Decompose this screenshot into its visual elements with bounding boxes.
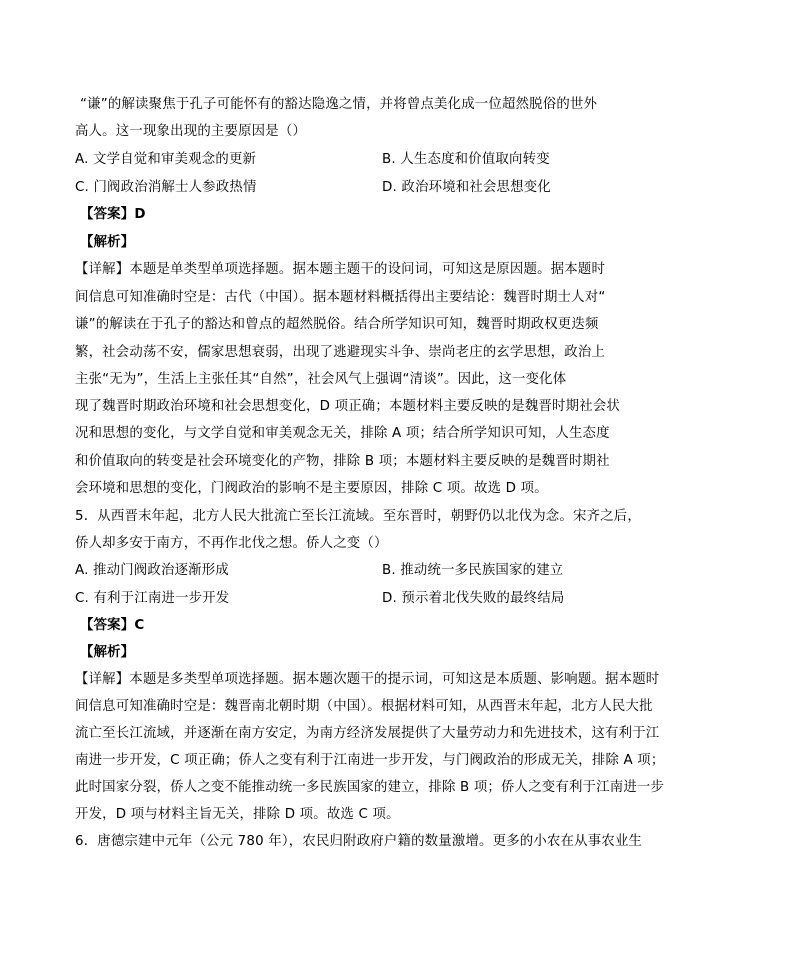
q4-detail-line-2: 间信息可知准确时空是：古代（中国）。据本题材料概括得出主要结论：魏晋时期士人对“: [75, 290, 606, 305]
q5-detail-line-3: 流亡至长江流域，并逐渐在南方安定，为南方经济发展提供了大量劳动力和先进技术，这有利于江: [75, 726, 660, 741]
q4-option-a: A. 文学自觉和审美观念的更新: [75, 152, 257, 167]
q4-detail-line-6: 现了魏晋时期政治环境和社会思想变化，D 项正确；本题材料主要反映的是魏晋时期社会状: [75, 399, 620, 414]
q4-answer: 【答案】D: [80, 207, 146, 222]
q5-option-a: A. 推动门阀政治逐渐形成: [75, 563, 229, 578]
q4-detail-line-8: 和价值取向的转变是社会环境变化的产物，排除 B 项；本题材料主要反映的是魏晋时期社: [75, 454, 610, 469]
q5-stem-line-1: 5．从西晋末年起，北方人民大批流亡至长江流域。至东晋时，朝野仍以北伐为念。宋齐之后，: [75, 509, 641, 524]
q6-stem-line-1: 6．唐德宗建中元年（公元 780 年），农民归附政府户籍的数量激增。更多的小农在从事农业生: [75, 834, 643, 849]
q4-analysis-label: 【解析】: [80, 235, 135, 250]
q4-detail-line-7: 况和思想的变化，与文学自觉和审美观念无关，排除 A 项；结合所学知识可知，人生态度: [75, 426, 610, 441]
q4-option-b: B. 人生态度和价值取向转变: [382, 152, 550, 167]
q5-option-d: D. 预示着北伐失败的最终结局: [382, 591, 565, 606]
q4-detail-line-5: 主张“无为”，生活上主张任其“自然”，社会风气上强调“清谈”。因此，这一变化体: [75, 372, 567, 387]
q4-detail-line-1: 【详解】本题是单类型单项选择题。据本题主题干的设问词，可知这是原因题。据本题时: [75, 262, 606, 277]
q5-detail-line-6: 开发，D 项与材料主旨无关，排除 D 项。故选 C 项。: [75, 807, 400, 822]
q5-detail-line-4: 南进一步开发，C 项正确；侨人之变有利于江南进一步开发，与门阀政治的形成无关，排除 A 项；: [75, 753, 665, 768]
q5-detail-line-5: 此时国家分裂，侨人之变不能推动统一多民族国家的建立，排除 B 项；侨人之变有利于江南进一步: [75, 780, 665, 795]
q4-stem-line-1: “谦”的解读聚焦于孔子可能怀有的豁达隐逸之情，并将曾点美化成一位超然脱俗的世外: [80, 97, 598, 112]
q4-option-d: D. 政治环境和社会思想变化: [382, 180, 551, 195]
q5-answer: 【答案】C: [80, 618, 145, 633]
q5-option-b: B. 推动统一多民族国家的建立: [382, 563, 564, 578]
q5-analysis-label: 【解析】: [80, 645, 135, 660]
q5-detail-line-1: 【详解】本题是多类型单项选择题。据本题次题干的提示词，可知这是本质题、影响题。据本题时: [75, 672, 660, 687]
q5-stem-line-2: 侨人却多安于南方，不再作北伐之想。侨人之变（）: [75, 536, 388, 551]
q5-detail-line-2: 间信息可知准确时空是：魏晋南北朝时期（中国）。根据材料可知，从西晋末年起，北方人民大批: [75, 699, 653, 714]
q4-detail-line-4: 繁，社会动荡不安，儒家思想衰弱，出现了逃避现实斗争、崇尚老庄的玄学思想，政治上: [75, 345, 606, 360]
q4-detail-line-3: 谦”的解读在于孔子的豁达和曾点的超然脱俗。结合所学知识可知，魏晋时期政权更迭频: [75, 317, 599, 332]
q5-option-c: C. 有利于江南进一步开发: [75, 591, 230, 606]
q4-stem-line-2: 高人。这一现象出现的主要原因是（）: [75, 124, 307, 139]
q4-detail-line-9: 会环境和思想的变化，门阀政治的影响不是主要原因，排除 C 项。故选 D 项。: [75, 481, 548, 496]
q4-option-c: C. 门阀政治消解士人参政热情: [75, 180, 257, 195]
